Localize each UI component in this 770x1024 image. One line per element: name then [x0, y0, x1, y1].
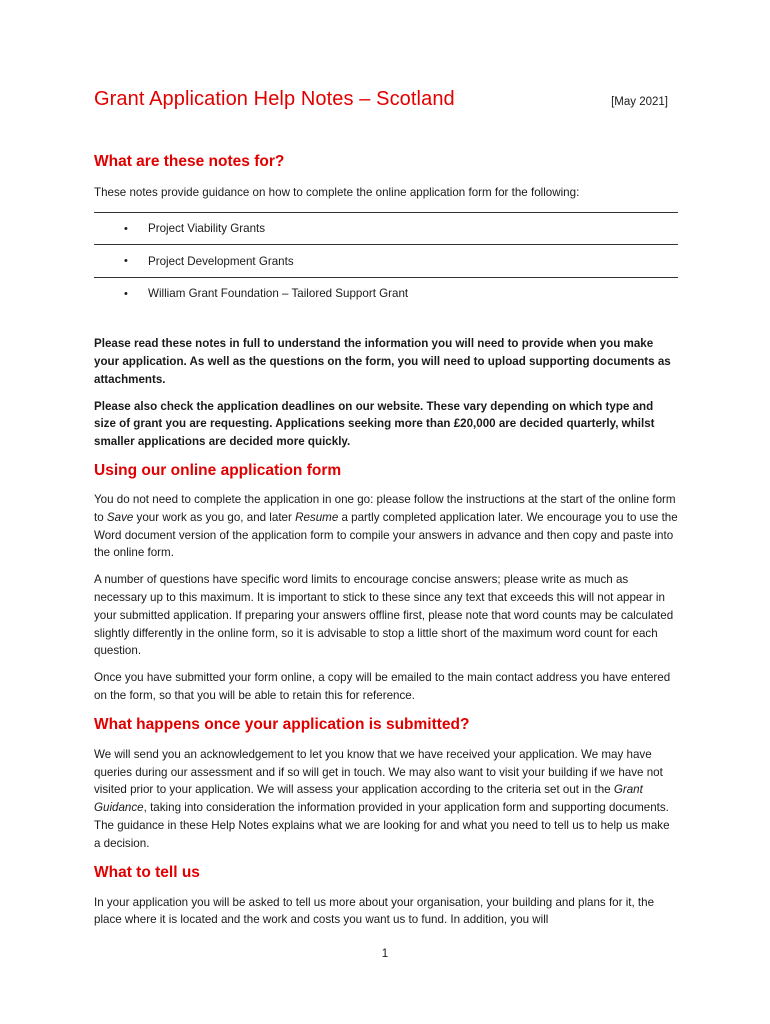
list-item [94, 213, 678, 246]
heading-what-are-these-notes-for: What are these notes for? [94, 153, 285, 170]
deadlines-paragraph: Please also check the application deadlines on our website. These vary depending on which type and size of grant you are requesting. Applications seeking more than £20,000 are decided quarterly, whilst smaller applications are decided more quickly. [94, 399, 655, 449]
page-number: 1 [381, 948, 389, 960]
bullet-icon: • [124, 287, 128, 300]
document-title: Grant Application Help Notes – Scotland [94, 88, 455, 110]
save-emphasis: Save [106, 510, 134, 524]
what-to-tell-us-paragraph: In your application you will be asked to tell us more about your organisation, your building and plans for it, the place where it is located and the work and costs you want us to fund. In addition, you will [94, 895, 655, 927]
text-run: a partly completed application later. We encourage you to use the Word document version of the application form to compile your answers in advance and then copy and paste into the online form. [94, 510, 678, 560]
grant-guidance-emphasis: Grant Guidance [94, 783, 643, 815]
bullet-icon: • [124, 222, 128, 235]
list-item-label: Project Development Grants [148, 254, 294, 268]
grant-type-list [94, 212, 678, 310]
list-item-label: Project Viability Grants [148, 222, 266, 236]
online-form-paragraph-3: Once you have submitted your form online, a copy will be emailed to the main contact address you have entered on the form, so that you will be able to retain this for reference. [94, 671, 671, 703]
intro-paragraph: These notes provide guidance on how to complete the online application form for the following: [94, 186, 580, 199]
text-run: You do not need to complete the application in one go: please follow the instructions at the start of the online form to [94, 493, 676, 524]
bullet-icon: • [124, 255, 128, 268]
read-notes-paragraph: Please read these notes in full to understand the information you will need to provide when you make your application. As well as the questions on the form, you will need to upload supporting documents as attachments. [94, 337, 671, 386]
header [94, 88, 678, 122]
list-item-label: William Grant Foundation – Tailored Support Grant [148, 287, 409, 301]
list-item [94, 278, 678, 310]
text-run: , taking into consideration the information provided in your application form and supporting documents. The guidance in these Help Notes explains what we are looking for and what you need to tell us to help us make a decision. [94, 801, 670, 850]
after-submission-paragraph [94, 746, 678, 853]
online-form-paragraph-2: A number of questions have specific word limits to encourage concise answers; please write as much as necessary up to this maximum. It is important to stick to these since any text that exceeds this will not appear in your submitted application. If preparing your answers offline first, please note that word counts may be calculated slightly differently in the online form, so it is advisable to stop a little short of the maximum word count for each question. [94, 573, 674, 658]
list-item [94, 245, 678, 278]
heading-what-happens-after-submission: What happens once your application is submitted? [94, 715, 470, 733]
resume-emphasis: Resume [295, 510, 339, 524]
online-form-paragraph-1 [94, 491, 678, 562]
text-run: your work as you go, and later [133, 510, 296, 524]
heading-what-to-tell-us: What to tell us [94, 863, 200, 881]
document-page [94, 88, 678, 929]
document-date: [May 2021] [611, 96, 668, 108]
text-run: We will send you an acknowledgement to let you know that we have received your application. We may have queries during our assessment and if so will get in touch. We may also want to visit your building if we have not visited prior to your application. We will assess your application according to the criteria set out in the [94, 747, 663, 797]
heading-using-online-form: Using our online application form [94, 462, 342, 480]
